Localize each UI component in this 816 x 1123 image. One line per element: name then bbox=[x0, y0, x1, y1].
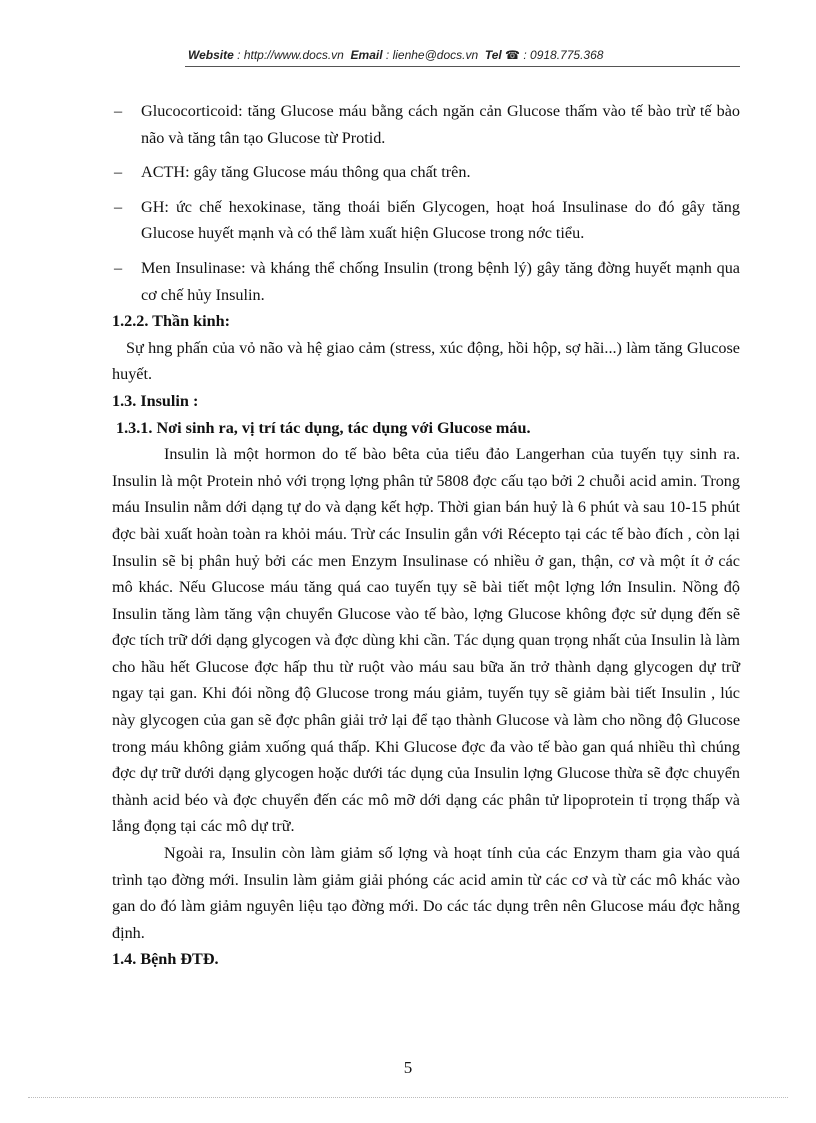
bullet-text: Glucocorticoid: tăng Glucose máu bằng cách ngăn cản Glucose thấm vào tế bào trừ tế bào não và tăng tân tạo Glucose từ Protid. bbox=[141, 102, 740, 147]
dash-marker: – bbox=[114, 258, 123, 277]
bullet-item bbox=[112, 98, 740, 151]
insulin-paragraph-1: Insulin là một hormon do tế bào bêta của tiểu đảo Langerhan của tuyến tụy sinh ra. Insulin là một Protein nhỏ với trọng lợng phân tử 5808 đợc cấu tạo bởi 2 chuỗi acid amin. Trong máu Insulin nằm dới dạng tự do và dạng kết hợp. Thời gian bán huỷ là 6 phút và sau 10-15 phút đợc bài xuất hoàn toàn ra khỏi máu. Trừ các Insulin gắn với Récepto tại các tế bào đích , còn lại Insulin sẽ bị phân huỷ bởi các men Enzym Insulinase có nhiều ở gan, thận, cơ và một ít ở các mô khác. Nếu Glucose máu tăng quá cao tuyến tụy sẽ bài tiết một lợng lớn Insulin. Nồng độ Insulin tăng làm tăng vận chuyển Glucose vào tế bào, lợng Glucose không đợc sử dụng đến sẽ đợc tích trữ dới dạng glycogen và đợc dùng khi cần. Tác dụng quan trọng nhất của Insulin là làm cho hầu hết Glucose đợc hấp thu từ ruột vào máu sau bữa ăn trở thành dạng glycogen dự trữ ngay tại gan. Khi đói nồng độ Glucose trong máu giảm, tuyến tụy sẽ giảm bài tiết Insulin , lúc này glycogen của gan sẽ đợc phân giải trở lại để tạo thành Glucose và làm cho nồng độ Glucose trong máu không giảm xuống quá thấp. Khi Glucose đợc đa vào tế bào gan quá nhiều thì chúng đợc dự trữ dưới dạng glycogen hoặc dưới tác dụng của Insulin lợng Glucose thừa sẽ đợc chuyển thành acid béo và đợc chuyển đến các mô mỡ dới dạng các phân tử lipoprotein tỉ trọng thấp và lắng đọng tại các mô dự trữ. bbox=[112, 445, 740, 836]
footer-divider bbox=[28, 1097, 788, 1098]
bullet-item bbox=[112, 159, 740, 186]
website-label: Website bbox=[188, 48, 234, 62]
bullet-text: Men Insulinase: và kháng thể chống Insulin (trong bệnh lý) gây tăng đờng huyết mạnh qua cơ chế hủy Insulin. bbox=[141, 258, 740, 304]
bullet-item bbox=[112, 255, 740, 308]
dash-marker: – bbox=[114, 102, 123, 120]
heading-insulin-origin: 1.3.1. Nơi sinh ra, vị trí tác dụng, tác dụng với Glucose máu. bbox=[116, 418, 531, 437]
heading-nervous-system: 1.2.2. Thần kinh: bbox=[112, 312, 231, 331]
dash-marker: – bbox=[114, 197, 123, 216]
bullet-item bbox=[112, 194, 740, 247]
website-value: http://www.docs.vn bbox=[243, 48, 344, 62]
page-number: 5 bbox=[403, 1058, 413, 1077]
nervous-system-text: Sự hng phấn của vỏ não và hệ giao cảm (stress, xúc động, hồi hộp, sợ hãi...) làm tăng Glucose huyết. bbox=[112, 338, 740, 384]
bullet-text: ACTH: gây tăng Glucose máu thông qua chất trên. bbox=[141, 163, 471, 182]
header-divider bbox=[185, 66, 740, 67]
tel-value: 0918.775.368 bbox=[530, 48, 604, 62]
heading-diabetes: 1.4. Bệnh ĐTĐ. bbox=[112, 950, 219, 969]
insulin-paragraph-2: Ngoài ra, Insulin còn làm giảm số lợng và hoạt tính của các Enzym tham gia vào quá trình tạo đờng mới. Insulin làm giảm giải phóng các acid amin từ các cơ và từ các mô khác vào gan do đó làm giảm nguyên liệu tạo đờng mới. Do các tác dụng trên nên Glucose máu đợc hằng định. bbox=[112, 844, 740, 942]
dash-marker: – bbox=[114, 163, 123, 182]
heading-insulin: 1.3. Insulin : bbox=[112, 391, 199, 410]
email-label: Email bbox=[350, 48, 383, 62]
email-value: lienhe@docs.vn bbox=[392, 48, 479, 62]
page-header: Website : http://www.docs.vn Email : lienhe@docs.vn Tel ☎ : 0918.775.368 bbox=[188, 48, 604, 62]
bullet-text: GH: ức chế hexokinase, tăng thoái biến Glycogen, hoạt hoá Insulinase do đó gây tăng Glucose huyết mạnh và có thể làm xuất hiện Glucose trong nớc tiểu. bbox=[141, 197, 740, 243]
document-body bbox=[112, 98, 740, 973]
tel-label: Tel ☎ bbox=[484, 48, 520, 62]
